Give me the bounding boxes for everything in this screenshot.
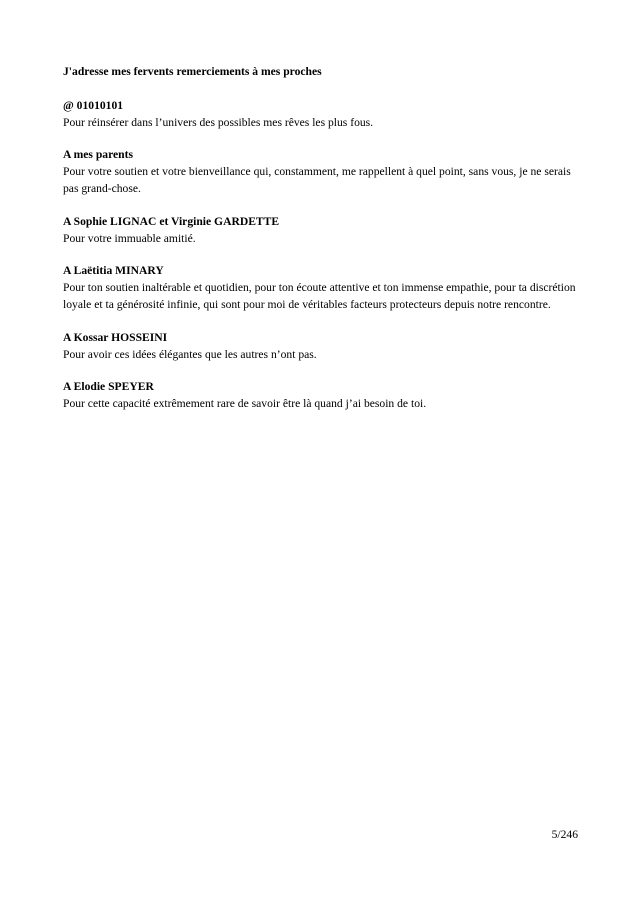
- entry-heading: A Kossar HOSSEINI: [63, 330, 168, 344]
- entry-text: Pour avoir ces idées élégantes que les autres n’ont pas.: [63, 347, 317, 361]
- entry-text: Pour cette capacité extrêmement rare de savoir être là quand j’ai besoin de toi.: [63, 397, 427, 411]
- acknowledgements-intro: J'adresse mes fervents remerciements à mes proches: [63, 65, 322, 78]
- acknowledgement-entry: [63, 263, 583, 313]
- entry-heading: @ 01010101: [63, 98, 124, 112]
- entry-text: Pour votre soutien et votre bienveillance qui, constamment, me rappellent à quel point, sans vous, je ne serais pas grand-chose.: [63, 165, 571, 195]
- entry-heading: A Laëtitia MINARY: [63, 264, 164, 278]
- entry-heading: A mes parents: [63, 148, 133, 162]
- acknowledgement-entry: [63, 147, 583, 197]
- page-number: 5/246: [551, 828, 578, 841]
- entry-heading: A Elodie SPEYER: [63, 380, 154, 394]
- entry-text: Pour votre immuable amitié.: [63, 231, 196, 245]
- acknowledgement-entry: [63, 214, 583, 248]
- acknowledgement-entry: [63, 379, 583, 413]
- entry-text: Pour réinsérer dans l’univers des possibles mes rêves les plus fous.: [63, 115, 374, 129]
- acknowledgement-entry: [63, 330, 583, 364]
- acknowledgement-entry: [63, 98, 583, 132]
- entry-text: Pour ton soutien inaltérable et quotidien, pour ton écoute attentive et ton immense empathie, pour ta discrétion loyale et ta générosité infinie, qui sont pour moi de véritables facteurs protecteurs depuis notre rencontre.: [63, 281, 576, 311]
- entry-heading: A Sophie LIGNAC et Virginie GARDETTE: [63, 214, 280, 228]
- acknowledgements-section: [63, 64, 583, 429]
